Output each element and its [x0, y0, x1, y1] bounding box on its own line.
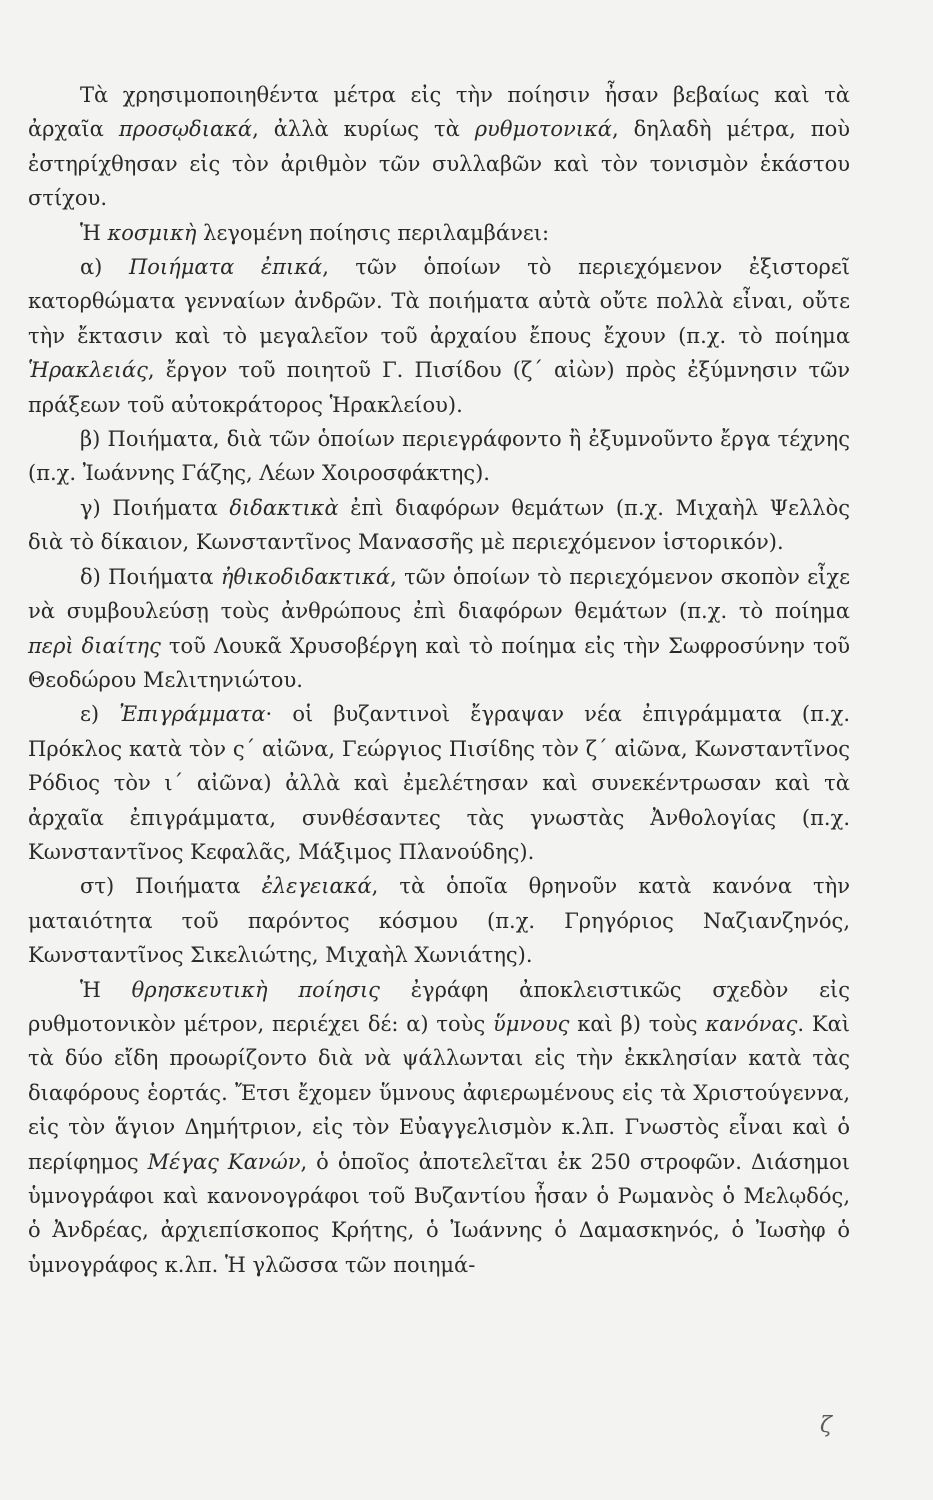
italic-term: κανόνας	[705, 1011, 798, 1036]
text-run: α)	[80, 255, 129, 280]
italic-term: διδακτικὰ	[229, 495, 339, 520]
text-run: , τὰ ὁποῖα θρηνοῦν κατὰ κανόνα τὴν ματαιότητα τοῦ παρόντος κόσμου (π.χ. Γρηγόριος Ναζιανζηνός, Κωνσταντῖνος Σικελιώτης, Μιχαὴλ Χωνιάτης).	[28, 874, 850, 968]
italic-term: Ἡρακλειάς	[28, 358, 148, 383]
text-run: Ἡ	[80, 220, 108, 245]
italic-term: ὕμνους	[493, 1011, 570, 1036]
italic-term: περὶ διαίτης	[28, 633, 161, 658]
italic-term: θρησκευτικὴ ποίησις	[131, 977, 380, 1002]
text-run: , τῶν ὁποίων τὸ περιεχόμενον ἐξιστορεῖ κατορθώματα γενναίων ἀνδρῶν. Τὰ ποιήματα αὐτὰ οὔτε πολλὰ εἶναι, οὔτε τὴν ἔκτασιν καὶ τὸ μεγαλεῖον τοῦ ἀρχαίου ἔπους ἔχουν (π.χ. τὸ ποίημα	[28, 255, 850, 348]
text-run: ε)	[80, 702, 120, 727]
paragraph	[28, 250, 850, 422]
paragraph	[28, 216, 850, 250]
italic-term: Ἐπιγράμματα	[119, 702, 266, 727]
italic-term: Μέγας Κανών	[147, 1149, 301, 1174]
paragraph	[28, 422, 850, 491]
text-run: καὶ β) τοὺς	[569, 1011, 706, 1036]
text-run: ἐπὶ διαφόρων θεμάτων (π.χ. Μιχαὴλ Ψελλὸς διὰ τὸ δίκαιον, Κωνσταντῖνος Μανασσῆς μὲ περιεχόμενον ἱστορικόν).	[28, 495, 850, 555]
italic-term: ἠθικοδιδακτικά	[220, 564, 391, 589]
text-run: δ) Ποιήματα	[80, 564, 221, 589]
paragraph	[28, 560, 850, 698]
text-run: Τὰ χρησιμοποιηθέντα μέτρα εἰς τὴν ποίησιν ἦσαν βεβαίως καὶ τὰ ἀρχαῖα	[28, 83, 850, 142]
text-run: , τῶν ὁποίων τὸ περιεχόμενον σκοπὸν εἶχε νὰ συμβουλεύσῃ τοὺς ἀνθρώπους ἐπὶ διαφόρων θεμάτων (π.χ. τὸ ποίημα	[28, 564, 851, 624]
paragraph	[28, 869, 850, 972]
italic-term: ἐλεγειακά	[261, 874, 372, 899]
paragraph	[28, 697, 850, 869]
body-text	[28, 78, 850, 1282]
text-run: γ) Ποιήματα	[80, 495, 230, 520]
text-run: , ἔργον τοῦ ποιητοῦ Γ. Πισίδου (ζ΄ αἰὼν) πρὸς ἐξύμνησιν τῶν πράξεων τοῦ αὐτοκράτορος Ἡρακλείου).	[28, 358, 850, 417]
text-run: β) Ποιήματα, διὰ τῶν ὁποίων περιεγράφοντο ἢ ἐξυμνοῦντο ἔργα τέχνης (π.χ. Ἰωάννης Γάζης, Λέων Χοιροσφάκτης).	[28, 427, 850, 486]
text-run: λεγομένη ποίησις περιλαμβάνει:	[196, 220, 550, 245]
text-run: · οἱ βυζαντινοὶ ἔγραψαν νέα ἐπιγράμματα (π.χ. Πρόκλος κατὰ τὸν ς΄ αἰῶνα, Γεώργιος Πισίδης τὸν ζ΄ αἰῶνα, Κωνσταντῖνος Ρόδιος τὸν ι΄ αἰῶνα) ἀλλὰ καὶ ἐμελέτησαν καὶ συνεκέντρωσαν καὶ τὰ ἀρχαῖα ἐπιγράμματα, συνθέσαντες τὰς γνωστὰς Ἀνθολογίας (π.χ. Κωνσταντῖνος Κεφαλᾶς, Μάξιμος Πλανούδης).	[28, 702, 850, 864]
text-run: . Καὶ τὰ δύο εἴδη προωρίζοντο διὰ νὰ ψάλλωνται εἰς τὴν ἐκκλησίαν κατὰ τὰς διαφόρους ἑορτάς. Ἔτσι ἔχομεν ὕμνους ἀφιερωμένους εἰς τὰ Χριστούγεννα, εἰς τὸν ἅγιον Δημήτριον, εἰς τὸν Εὐαγγελισμὸν κ.λπ. Γνωστὸς εἶναι καὶ ὁ περίφημος	[28, 1011, 850, 1174]
paragraph	[28, 491, 850, 560]
text-run: ἐγράφη ἀποκλειστικῶς σχεδὸν εἰς ρυθμοτονικὸν μέτρον, περιέχει δέ: α) τοὺς	[28, 977, 851, 1036]
paragraph	[28, 973, 850, 1283]
paragraph	[28, 78, 850, 216]
text-run: Ἡ	[80, 977, 132, 1002]
text-run: τοῦ Λουκᾶ Χρυσοβέργη καὶ τὸ ποίημα εἰς τὴν Σωφροσύνην τοῦ Θεοδώρου Μελιτηνιώτου.	[28, 633, 850, 692]
italic-term: ρυθμοτονικά	[474, 117, 612, 142]
text-run: , δηλαδὴ μέτρα, ποὺ ἐστηρίχθησαν εἰς τὸν ἀριθμὸν τῶν συλλαβῶν καὶ τὸν τονισμὸν ἑκάστου στίχου.	[28, 117, 850, 211]
text-run: , ἀλλὰ κυρίως τὰ	[252, 117, 475, 142]
italic-term: Ποιήματα ἐπικά	[128, 255, 323, 280]
text-run: στ) Ποιήματα	[80, 874, 262, 899]
italic-term: κοσμικὴ	[107, 220, 197, 245]
italic-term: προσῳδιακά	[118, 117, 253, 142]
text-run: , ὁ ὁποῖος ἀποτελεῖται ἐκ 250 στροφῶν. Διάσημοι ὑμνογράφοι καὶ κανονογράφοι τοῦ Βυζαντίου ἦσαν ὁ Ρωμανὸς ὁ Μελῳδός, ὁ Ἀνδρέας, ἀρχιεπίσκοπος Κρήτης, ὁ Ἰωάννης ὁ Δαμασκηνός, ὁ Ἰωσὴφ ὁ ὑμνογράφος κ.λπ. Ἡ γλῶσσα τῶν ποιημά-	[28, 1149, 851, 1277]
page-number: ζ	[820, 1413, 832, 1438]
